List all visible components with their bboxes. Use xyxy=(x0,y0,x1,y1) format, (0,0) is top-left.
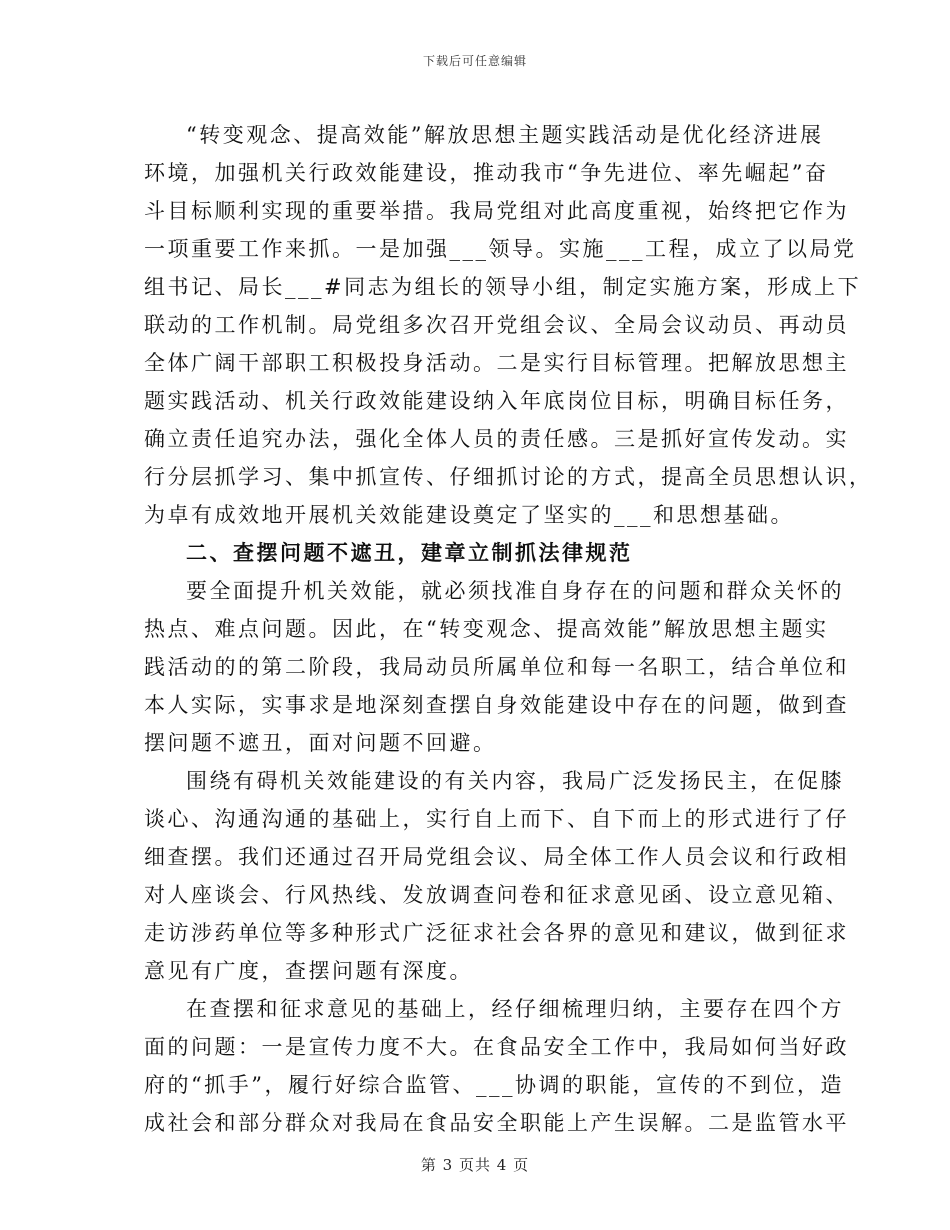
text-line: 确立责任追究办法，强化全体人员的责任感。三是抓好宣传发动。实 xyxy=(144,427,849,451)
paragraph-4 xyxy=(144,994,849,1146)
text-line: 围绕有碍机关效能建设的有关内容，我局广泛发扬民主，在促膝 xyxy=(186,769,844,793)
text-line: 在查摆和征求意见的基础上，经仔细梳理归纳，主要存在四个方 xyxy=(186,997,844,1021)
text-line: 走访涉药单位等多种形式广泛征求社会各界的意见和建议，做到征求 xyxy=(144,921,849,945)
text-line: 斗目标顺利实现的重要举措。我局党组对此高度重视，始终把它作为 xyxy=(144,199,849,223)
text-line: 热点、难点问题。因此，在“转变观念、提高效能”解放思想主题实 xyxy=(144,617,829,641)
text-line: 题实践活动、机关行政效能建设纳入年底岗位目标，明确目标任务， xyxy=(144,389,849,413)
paragraph-3 xyxy=(144,766,849,994)
text-line: 一项重要工作来抓。一是加强___领导。实施___工程，成立了以局党 xyxy=(144,237,857,261)
text-line: “转变观念、提高效能”解放思想主题实践活动是优化经济进展 xyxy=(186,123,824,147)
page-header: 下载后可任意编辑 xyxy=(422,54,527,68)
text-line: 细查摆。我们还通过召开局党组会议、局全体工作人员会议和行政相 xyxy=(144,845,849,869)
text-line: 全体广阔干部职工积极投身活动。二是实行目标管理。把解放思想主 xyxy=(144,351,849,375)
text-line: 对人座谈会、行风热线、发放调查问卷和征求意见函、设立意见箱、 xyxy=(144,883,849,907)
text-line: 府的“抓手”，履行好综合监管、___协调的职能，宣传的不到位，造 xyxy=(144,1073,844,1097)
section-heading: 二、查摆问题不遮丑，建章立制抓法律规范 xyxy=(186,540,633,565)
text-line: 组书记、局长___#同志为组长的领导小组，制定实施方案，形成上下 xyxy=(144,275,862,299)
text-line: 本人实际，实事求是地深刻查摆自身效能建设中存在的问题，做到查 xyxy=(144,693,849,717)
paragraph-1 xyxy=(144,120,873,538)
paragraph-2 xyxy=(144,576,849,766)
text-line: 谈心、沟通沟通的基础上，实行自上而下、自下而上的形式进行了仔 xyxy=(144,807,849,831)
text-line: 意见有广度，查摆问题有深度。 xyxy=(144,959,473,983)
text-line: 成社会和部分群众对我局在食品安全职能上产生误解。二是监管水平 xyxy=(144,1111,849,1135)
page-footer: 第 3 页共 4 页 xyxy=(420,1156,530,1174)
text-line: 摆问题不遮丑，面对问题不回避。 xyxy=(144,731,497,755)
text-line: 为卓有成效地开展机关效能建设奠定了坚实的___和思想基础。 xyxy=(144,503,794,527)
text-line: 行分层抓学习、集中抓宣传、仔细抓讨论的方式，提高全员思想认识， xyxy=(144,465,873,489)
text-line: 面的问题：一是宣传力度不大。在食品安全工作中，我局如何当好政 xyxy=(144,1035,849,1059)
text-line: 联动的工作机制。局党组多次召开党组会议、全局会议动员、再动员 xyxy=(144,313,849,337)
text-line: 环境，加强机关行政效能建设，推动我市“争先进位、率先崛起”奋 xyxy=(144,161,829,185)
document-body xyxy=(144,120,873,1146)
text-line: 践活动的的第二阶段，我局动员所属单位和每一名职工，结合单位和 xyxy=(144,655,849,679)
text-line: 要全面提升机关效能，就必须找准自身存在的问题和群众关怀的 xyxy=(186,579,844,603)
